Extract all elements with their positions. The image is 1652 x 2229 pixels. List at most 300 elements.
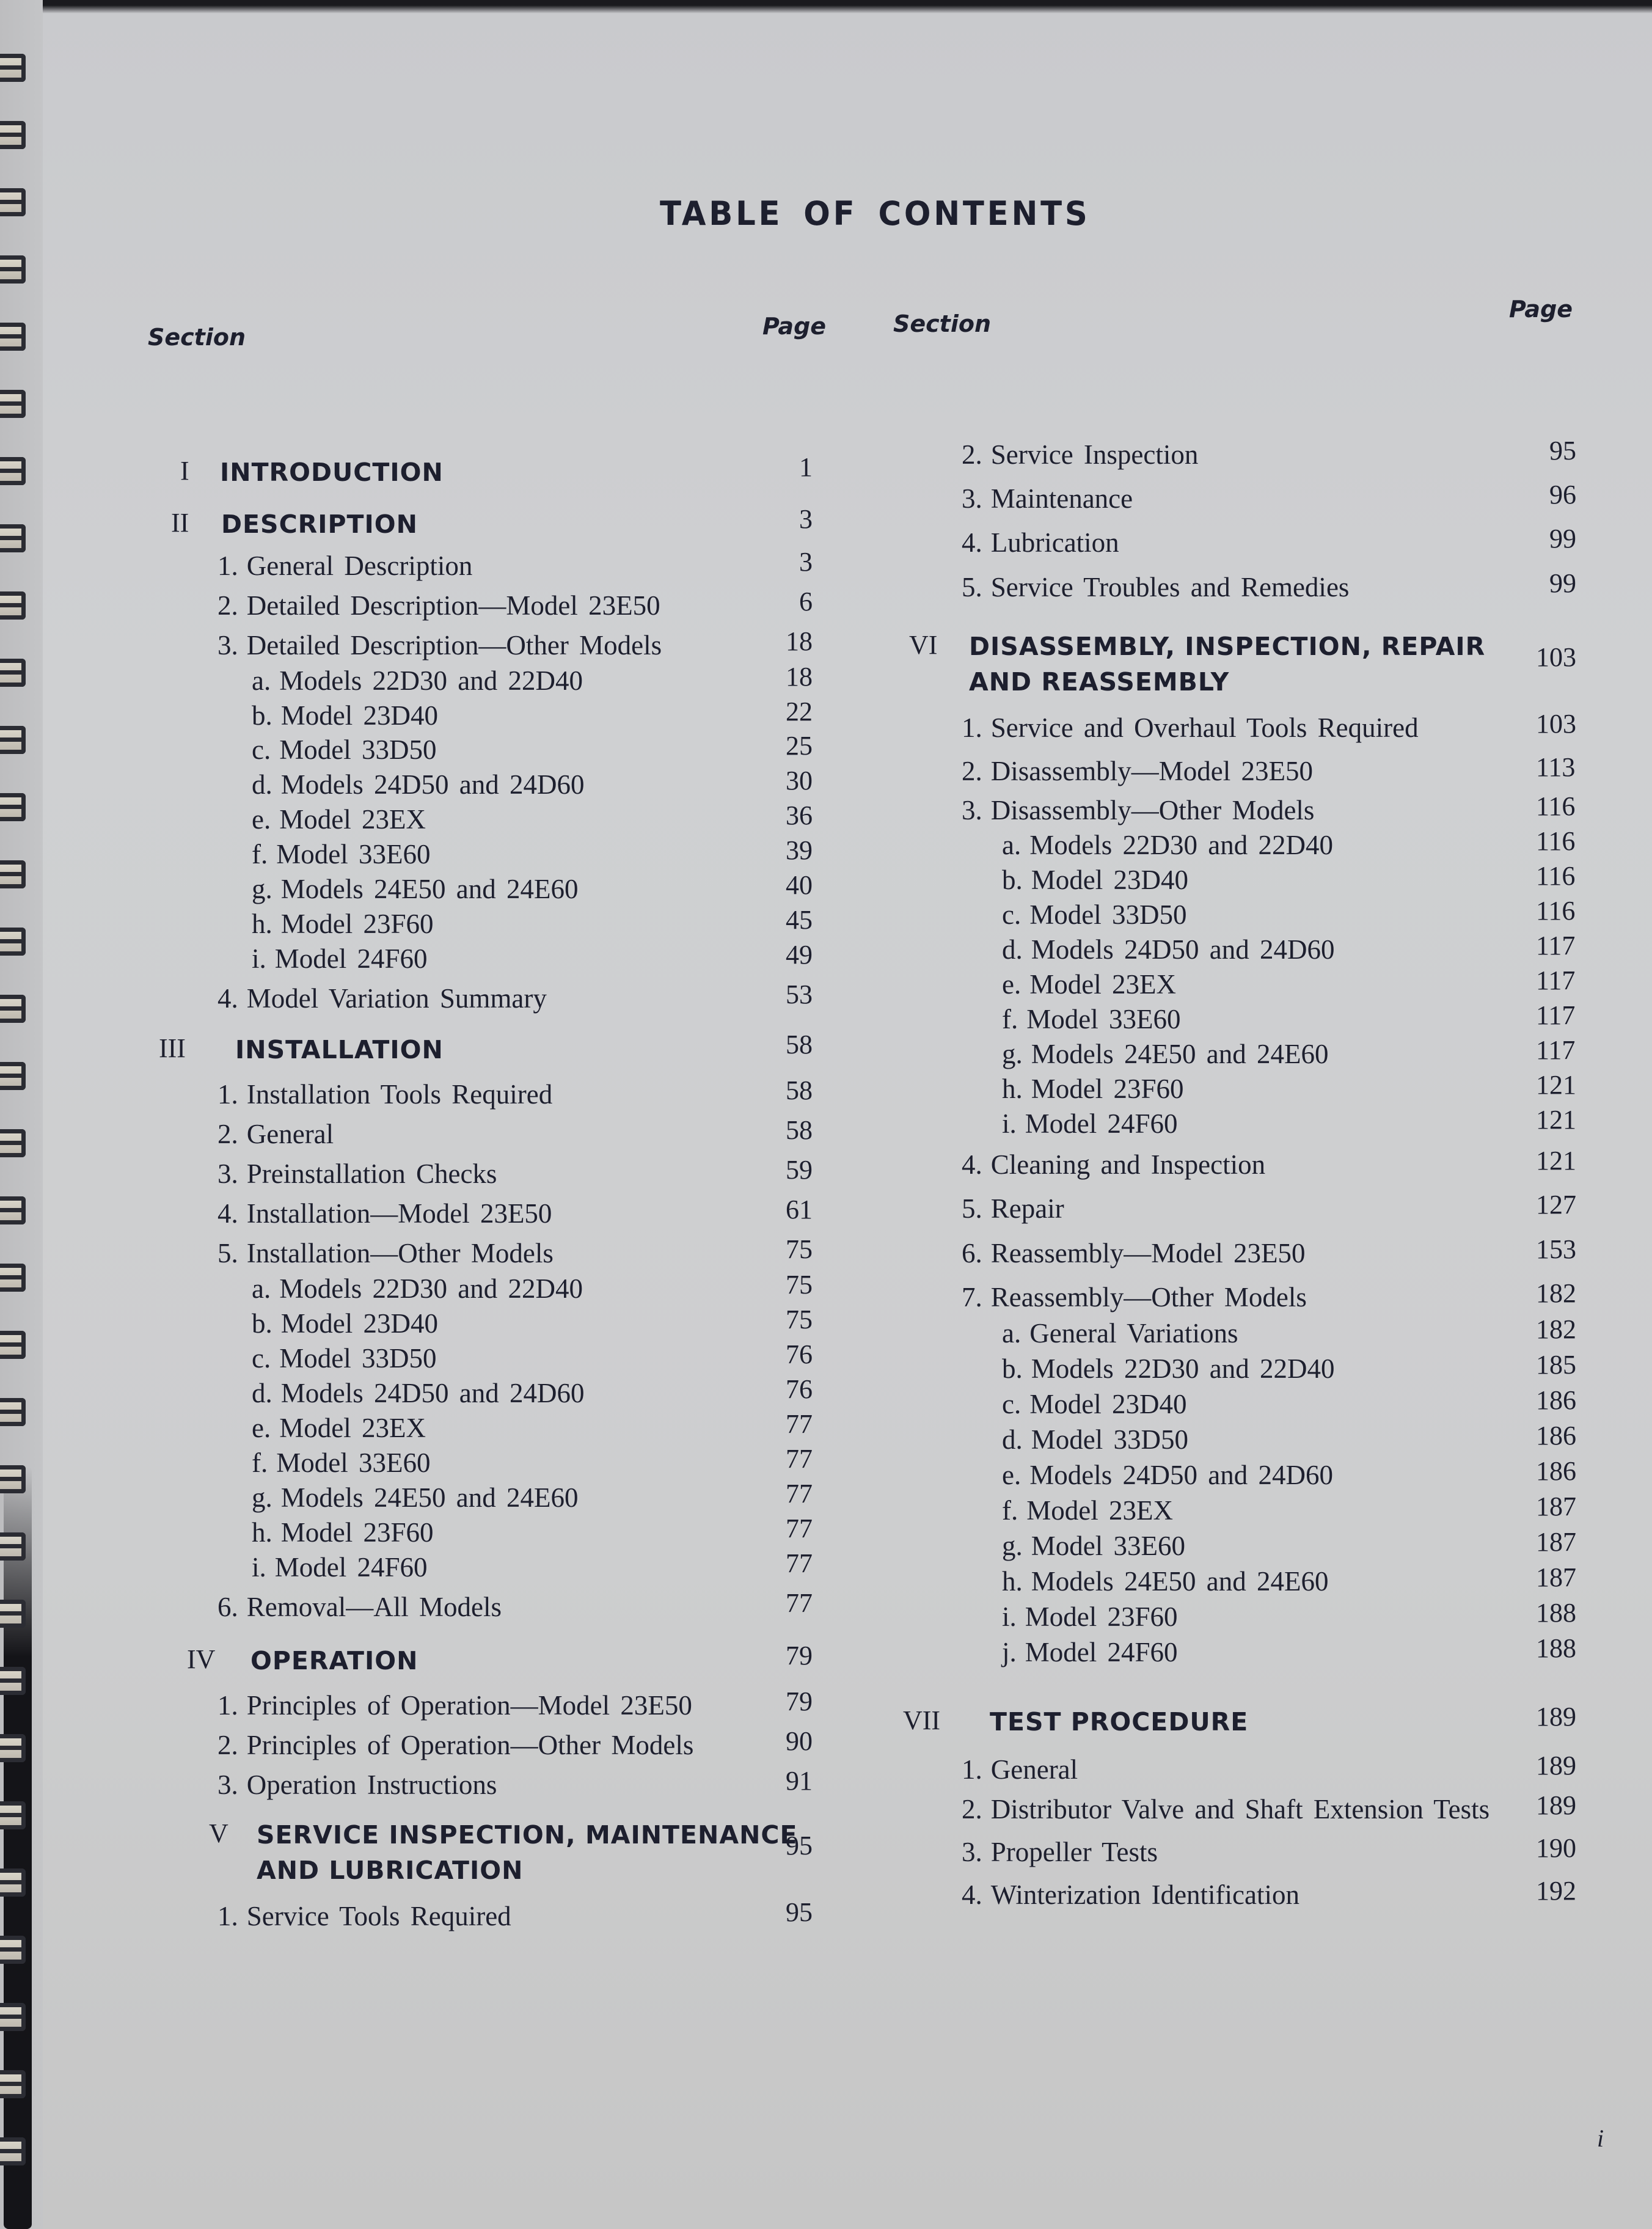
toc-entry — [962, 1149, 1265, 1180]
toc-page-number: 189 — [1536, 1751, 1576, 1781]
toc-entry-title: Models 24E50 and 24E60 — [280, 874, 579, 904]
toc-entry — [252, 943, 428, 975]
toc-page-number: 3 — [799, 547, 813, 577]
toc-entry-title: Principles of Operation—Other Models — [246, 1730, 694, 1760]
toc-entry — [1002, 934, 1334, 965]
toc-entry-title: Model 33E60 — [276, 1448, 431, 1478]
toc-page-number: 79 — [786, 1686, 813, 1716]
toc-page-number: 45 — [786, 905, 813, 935]
toc-entry — [962, 1193, 1064, 1224]
toc-section-roman: I — [180, 456, 189, 486]
toc-entry-number: c. — [1002, 899, 1022, 930]
toc-entry-number: b. — [252, 700, 272, 731]
toc-page-number: 58 — [786, 1030, 813, 1060]
toc-entry-number: h. — [1002, 1566, 1023, 1597]
toc-entry-number: 3. — [217, 1158, 238, 1189]
toc-page-number: 189 — [1536, 1702, 1576, 1732]
toc-page-number: 192 — [1536, 1876, 1576, 1906]
toc-page-number: 95 — [1549, 436, 1576, 466]
toc-entry-number: f. — [1002, 1495, 1018, 1526]
toc-entry — [962, 571, 1349, 603]
toc-page-number: 77 — [786, 1548, 813, 1578]
toc-entry-title: Model 23D40 — [280, 700, 438, 731]
toc-page-number: 75 — [786, 1270, 813, 1300]
toc-entry-title: Model 23EX — [279, 804, 426, 835]
toc-entry-number: i. — [252, 943, 266, 974]
binding-shadow — [4, 1466, 32, 2229]
toc-entry — [252, 1273, 583, 1305]
page-top-shadow — [0, 0, 1652, 13]
toc-entry — [1002, 1317, 1238, 1349]
toc-entry-title: Installation Tools Required — [246, 1079, 553, 1110]
toc-page-number: 61 — [786, 1195, 813, 1224]
toc-entry — [217, 1689, 692, 1721]
toc-entry — [962, 439, 1198, 470]
toc-page-number: 95 — [786, 1897, 813, 1927]
toc-entry — [217, 1078, 552, 1110]
toc-entry — [252, 1517, 434, 1548]
toc-entry — [217, 1769, 497, 1801]
toc-entry — [252, 700, 438, 731]
toc-entry-number: b. — [1002, 865, 1023, 895]
binding-coil — [0, 188, 26, 216]
toc-page-number: 36 — [786, 800, 813, 830]
toc-entry — [962, 794, 1314, 826]
toc-entry-number: e. — [252, 804, 271, 835]
toc-entry-title: Principles of Operation—Model 23E50 — [246, 1690, 692, 1721]
toc-entry-number: g. — [252, 1482, 272, 1513]
binding-coil — [0, 928, 26, 956]
toc-entry-number: 2. — [217, 1119, 238, 1149]
toc-entry-title: Disassembly—Other Models — [990, 795, 1315, 825]
toc-entry-number: c. — [252, 1343, 271, 1374]
toc-entry — [217, 1198, 552, 1229]
toc-entry-number: 2. — [962, 439, 982, 470]
binding-coil — [0, 524, 26, 552]
toc-entry-title: Disassembly—Model 23E50 — [990, 756, 1313, 786]
toc-entry-title: Models 24D50 and 24D60 — [1029, 1460, 1333, 1490]
toc-entry-title: DISASSEMBLY, INSPECTION, REPAIR — [969, 632, 1486, 661]
toc-entry-number: e. — [1002, 1460, 1022, 1490]
toc-entry-title: DESCRIPTION — [221, 510, 418, 539]
toc-page-number: 40 — [786, 870, 813, 900]
toc-entry-title: INSTALLATION — [235, 1035, 444, 1064]
toc-entry-title: Maintenance — [990, 483, 1133, 514]
toc-page-number: 39 — [786, 835, 813, 865]
toc-entry-number: i. — [1002, 1601, 1017, 1632]
toc-entry-number: c. — [252, 734, 271, 765]
toc-entry — [1002, 1601, 1178, 1633]
toc-entry-title: Model 33E60 — [1031, 1531, 1185, 1561]
toc-entry — [1002, 1459, 1333, 1491]
toc-page-number: 77 — [786, 1444, 813, 1474]
toc-entry-number: 2. — [217, 590, 238, 621]
binding-coil — [0, 121, 26, 149]
toc-entry-number: d. — [1002, 934, 1023, 965]
toc-page-number: 59 — [786, 1155, 813, 1185]
toc-section-roman: V — [209, 1818, 228, 1848]
binding-coil — [0, 457, 26, 485]
binding-coil — [0, 54, 26, 82]
toc-entry — [962, 755, 1313, 787]
toc-entry-number: 4. — [962, 527, 982, 558]
binding-coil — [0, 1398, 26, 1426]
toc-entry-title: General Description — [246, 551, 473, 581]
toc-entry-title: Model 33E60 — [276, 839, 431, 869]
toc-entry-title: Model 23EX — [1026, 1495, 1173, 1526]
binding-coil — [0, 1667, 26, 1695]
toc-entry — [217, 1158, 497, 1190]
binding-coil — [0, 1465, 26, 1493]
binding-coil — [0, 2070, 26, 2098]
toc-entry — [1002, 1073, 1184, 1105]
toc-page-number: 1 — [799, 452, 813, 482]
toc-entry-title: Model 23EX — [279, 1413, 426, 1443]
toc-page-number: 182 — [1536, 1278, 1576, 1308]
toc-page-number: 3 — [799, 504, 813, 534]
toc-entry — [962, 1281, 1307, 1313]
toc-entry-title: Distributor Valve and Shaft Extension Tests — [990, 1794, 1490, 1825]
binding-coil — [0, 2137, 26, 2165]
toc-page-number: 49 — [786, 940, 813, 970]
toc-section-roman: II — [171, 508, 189, 538]
toc-entry — [252, 1377, 584, 1409]
toc-entry-title: Installation—Model 23E50 — [246, 1198, 552, 1229]
toc-page-number: 103 — [1536, 709, 1576, 739]
toc-entry — [252, 838, 430, 870]
toc-page-number: 153 — [1536, 1234, 1576, 1264]
toc-entry-number: 6. — [962, 1238, 982, 1268]
toc-page-number: 188 — [1536, 1598, 1576, 1628]
toc-page-number: 187 — [1536, 1491, 1576, 1521]
toc-entry — [217, 590, 660, 621]
toc-entry-title: Service Inspection — [990, 439, 1199, 470]
toc-entry-number: 3. — [217, 630, 238, 661]
toc-page-number: 76 — [786, 1339, 813, 1369]
toc-entry-number: a. — [1002, 1318, 1022, 1349]
toc-entry-title: Models 24D50 and 24D60 — [280, 1378, 585, 1408]
toc-page-number: 77 — [786, 1479, 813, 1509]
toc-page-number: 6 — [799, 587, 813, 617]
toc-page-number: 53 — [786, 979, 813, 1009]
toc-entry-title: Model 33D50 — [279, 1343, 437, 1374]
toc-entry-number: g. — [1002, 1039, 1023, 1069]
left-page-header: Page — [762, 313, 827, 340]
toc-page-number: 117 — [1536, 965, 1576, 995]
toc-entry-title: TEST PROCEDURE — [990, 1707, 1249, 1737]
toc-page-number: 90 — [786, 1726, 813, 1756]
toc-entry-title: Operation Instructions — [246, 1770, 497, 1800]
toc-page-number: 186 — [1536, 1456, 1576, 1486]
toc-entry — [252, 734, 436, 766]
toc-entry-title: OPERATION — [250, 1646, 418, 1675]
toc-page-number: 99 — [1549, 524, 1576, 554]
toc-entry — [1002, 1424, 1188, 1455]
toc-entry-number: 6. — [217, 1592, 238, 1622]
toc-entry — [217, 1237, 554, 1269]
toc-section-roman: VII — [903, 1705, 941, 1735]
binding-coil — [0, 591, 26, 620]
toc-entry-number: i. — [1002, 1108, 1017, 1139]
toc-page-number: 75 — [786, 1234, 813, 1264]
toc-entry — [252, 1308, 438, 1339]
toc-entry — [217, 1900, 511, 1932]
toc-entry-title: Model 24F60 — [1025, 1637, 1178, 1667]
toc-section-title-line2: AND LUBRICATION — [257, 1856, 524, 1885]
left-section-header: Section — [148, 324, 246, 351]
toc-entry-title: Models 22D30 and 22D40 — [279, 665, 583, 696]
toc-entry-number: 4. — [962, 1149, 982, 1180]
toc-page-number: 30 — [786, 766, 813, 796]
toc-entry-number: 1. — [217, 1079, 238, 1110]
toc-entry-title: Model 23F60 — [280, 909, 434, 939]
toc-entry-number: 1. — [217, 551, 238, 581]
toc-page-number: 182 — [1536, 1314, 1576, 1344]
toc-entry-title: Repair — [990, 1193, 1064, 1224]
toc-entry-number: f. — [1002, 1004, 1018, 1034]
toc-page-number: 77 — [786, 1409, 813, 1439]
toc-entry — [962, 483, 1133, 514]
binding-coil — [0, 995, 26, 1023]
toc-entry-title: Model 23EX — [1029, 969, 1176, 1000]
toc-entry-number: e. — [1002, 969, 1022, 1000]
binding-coil — [0, 860, 26, 888]
toc-entry-number: 3. — [217, 1770, 238, 1800]
toc-entry — [217, 629, 662, 661]
toc-entry-title: Cleaning and Inspection — [990, 1149, 1266, 1180]
toc-entry-number: j. — [1002, 1637, 1017, 1667]
toc-entry — [217, 1729, 693, 1761]
toc-entry — [962, 527, 1119, 558]
toc-entry-title: Model 23D40 — [1029, 1389, 1187, 1419]
toc-entry-number: h. — [252, 1517, 272, 1548]
right-page-header: Page — [1509, 296, 1573, 323]
toc-entry-title: SERVICE INSPECTION, MAINTENANCE — [257, 1820, 798, 1850]
toc-entry — [1002, 1003, 1180, 1035]
binding-coil — [0, 390, 26, 418]
toc-page-number: 121 — [1536, 1146, 1576, 1176]
toc-page-number: 188 — [1536, 1633, 1576, 1663]
toc-entry-number: h. — [252, 909, 272, 939]
toc-entry-title: Model 24F60 — [274, 1552, 428, 1583]
toc-entry-number: 2. — [217, 1730, 238, 1760]
toc-page-number: 77 — [786, 1588, 813, 1618]
toc-entry — [217, 1118, 334, 1150]
toc-entry-title: Service and Overhaul Tools Required — [990, 712, 1419, 743]
toc-entry-number: d. — [252, 769, 272, 800]
toc-entry — [962, 1793, 1489, 1825]
toc-section-roman: IV — [187, 1644, 216, 1674]
toc-entry — [252, 769, 584, 800]
toc-entry-number: 1. — [217, 1901, 238, 1931]
toc-page-number: 116 — [1536, 791, 1576, 821]
toc-entry-title: Model 23F60 — [1025, 1601, 1178, 1632]
toc-page-number: 96 — [1549, 480, 1576, 510]
toc-entry — [1002, 899, 1186, 931]
toc-entry-title: Propeller Tests — [990, 1837, 1158, 1867]
toc-entry — [962, 1754, 1078, 1785]
toc-page-number: 116 — [1536, 826, 1576, 856]
toc-entry-title: Models 22D30 and 22D40 — [1029, 830, 1333, 860]
toc-entry — [1002, 1495, 1173, 1526]
toc-entry-title: Model Variation Summary — [246, 983, 547, 1014]
toc-entry — [252, 873, 578, 905]
toc-page-number: 127 — [1536, 1190, 1576, 1220]
toc-page-number: 189 — [1536, 1790, 1576, 1820]
toc-entry-number: a. — [1002, 830, 1022, 860]
toc-entry-title: Models 24D50 and 24D60 — [280, 769, 585, 800]
toc-entry-number: 7. — [962, 1282, 982, 1312]
toc-entry-title: Model 23F60 — [280, 1517, 434, 1548]
toc-entry-number: b. — [1002, 1353, 1023, 1384]
toc-entry-title: Model 24F60 — [274, 943, 428, 974]
binding-coil — [0, 1129, 26, 1157]
toc-entry-number: d. — [252, 1378, 272, 1408]
toc-page-number: 58 — [786, 1115, 813, 1145]
binding-coil — [0, 1264, 26, 1292]
page-title: TABLE OF CONTENTS — [660, 194, 1091, 233]
toc-entry — [1002, 1108, 1178, 1140]
toc-entry-number: b. — [252, 1308, 272, 1339]
toc-entry-number: c. — [1002, 1389, 1022, 1419]
toc-entry-number: g. — [252, 874, 272, 904]
toc-section-roman: VI — [909, 630, 938, 660]
toc-entry-title: Removal—All Models — [246, 1592, 502, 1622]
toc-page-number: 95 — [786, 1831, 813, 1861]
toc-entry-number: 3. — [962, 483, 982, 514]
toc-entry-title: Models 24D50 and 24D60 — [1031, 934, 1335, 965]
binding-coil — [0, 1532, 26, 1561]
toc-entry — [1002, 1565, 1328, 1597]
toc-entry-title: Winterization Identification — [990, 1879, 1299, 1910]
toc-entry — [1002, 1038, 1328, 1070]
toc-entry — [217, 1591, 502, 1623]
toc-entry-number: g. — [1002, 1531, 1023, 1561]
toc-entry-number: 1. — [962, 712, 982, 743]
binding-coil — [0, 1600, 26, 1628]
toc-entry-title: Preinstallation Checks — [246, 1158, 497, 1189]
binding-coil — [0, 726, 26, 754]
toc-entry — [252, 803, 426, 835]
toc-entry — [1002, 1388, 1186, 1420]
toc-page-number: 117 — [1536, 1035, 1576, 1065]
toc-entry — [252, 1412, 426, 1444]
toc-entry-title: Model 23D40 — [1031, 865, 1188, 895]
toc-entry-number: 3. — [962, 1837, 982, 1867]
toc-entry-number: i. — [252, 1552, 266, 1583]
toc-entry-title: Model 33E60 — [1026, 1004, 1181, 1034]
binding-coil — [0, 1868, 26, 1897]
toc-entry-title: Models 24E50 and 24E60 — [1031, 1566, 1329, 1597]
toc-entry-title: General — [990, 1754, 1078, 1785]
toc-entry-title: Reassembly—Model 23E50 — [990, 1238, 1306, 1268]
binding-coil — [0, 1062, 26, 1090]
toc-entry — [1002, 1636, 1178, 1668]
toc-entry — [1002, 1530, 1185, 1562]
toc-entry-number: 5. — [962, 572, 982, 602]
toc-entry — [962, 1237, 1305, 1269]
toc-page-number: 117 — [1536, 1000, 1576, 1030]
toc-entry — [252, 1342, 436, 1374]
binding-coil — [0, 659, 26, 687]
toc-entry — [252, 665, 583, 697]
toc-entry-number: 5. — [962, 1193, 982, 1224]
right-section-header: Section — [893, 310, 992, 337]
toc-page-number: 187 — [1536, 1562, 1576, 1592]
toc-entry-number: 5. — [217, 1238, 238, 1268]
toc-entry-title: Models 24E50 and 24E60 — [1031, 1039, 1329, 1069]
toc-entry — [252, 908, 434, 940]
toc-page-number: 25 — [786, 731, 813, 761]
toc-entry-title: Model 23F60 — [1031, 1074, 1184, 1104]
toc-section-roman: III — [159, 1033, 186, 1063]
binding-coil — [0, 1801, 26, 1829]
toc-entry-number: 4. — [217, 983, 238, 1014]
toc-page-number: 186 — [1536, 1421, 1576, 1451]
toc-entry-title: Models 22D30 and 22D40 — [1031, 1353, 1335, 1384]
toc-page-number: 58 — [786, 1075, 813, 1105]
toc-entry-title: INTRODUCTION — [220, 458, 444, 487]
toc-entry-title: Service Troubles and Remedies — [990, 572, 1350, 602]
toc-entry — [252, 1482, 578, 1513]
binding-coil — [0, 1734, 26, 1762]
toc-page-number: 99 — [1549, 568, 1576, 598]
toc-entry-number: 1. — [962, 1754, 982, 1785]
toc-entry-number: e. — [252, 1413, 271, 1443]
toc-entry — [1002, 829, 1333, 861]
binding-coil — [0, 793, 26, 821]
toc-entry-number: d. — [1002, 1424, 1023, 1455]
toc-entry-number: h. — [1002, 1074, 1023, 1104]
toc-page-number: 91 — [786, 1766, 813, 1796]
toc-entry-title: Detailed Description—Other Models — [246, 630, 662, 661]
toc-page-number: 76 — [786, 1374, 813, 1404]
toc-page-number: 121 — [1536, 1105, 1576, 1135]
toc-entry-title: Model 24F60 — [1025, 1108, 1178, 1139]
toc-entry-title: Reassembly—Other Models — [990, 1282, 1307, 1312]
toc-entry — [252, 1551, 428, 1583]
binding-coil — [0, 1936, 26, 1964]
toc-page-number: 186 — [1536, 1385, 1576, 1415]
binding-coil — [0, 323, 26, 351]
toc-entry — [217, 983, 547, 1014]
toc-page-number: 113 — [1536, 752, 1576, 782]
toc-entry-title: Model 33D50 — [1029, 899, 1187, 930]
toc-page-number: 121 — [1536, 1070, 1576, 1100]
toc-page-number: 18 — [786, 662, 813, 692]
toc-entry — [1002, 864, 1188, 896]
toc-entry-title: General — [246, 1119, 334, 1149]
toc-entry-title: Model 33D50 — [1031, 1424, 1188, 1455]
page-number: i — [1597, 2125, 1604, 2152]
toc-entry — [252, 1447, 430, 1479]
toc-entry-number: 4. — [217, 1198, 238, 1229]
binding-coil — [0, 255, 26, 284]
toc-section-title-line2: AND REASSEMBLY — [969, 667, 1230, 697]
toc-entry-number: 4. — [962, 1879, 982, 1910]
toc-entry-number: a. — [252, 665, 271, 696]
toc-entry — [1002, 968, 1176, 1000]
toc-entry-number: f. — [252, 839, 268, 869]
toc-page-number: 79 — [786, 1641, 813, 1671]
toc-entry-number: 3. — [962, 795, 982, 825]
toc-page-number: 117 — [1536, 931, 1576, 961]
toc-entry-title: Model 33D50 — [279, 734, 437, 765]
toc-page-number: 18 — [786, 626, 813, 656]
toc-entry — [1002, 1353, 1334, 1385]
toc-entry-title: Installation—Other Models — [246, 1238, 554, 1268]
toc-entry — [962, 1879, 1299, 1911]
